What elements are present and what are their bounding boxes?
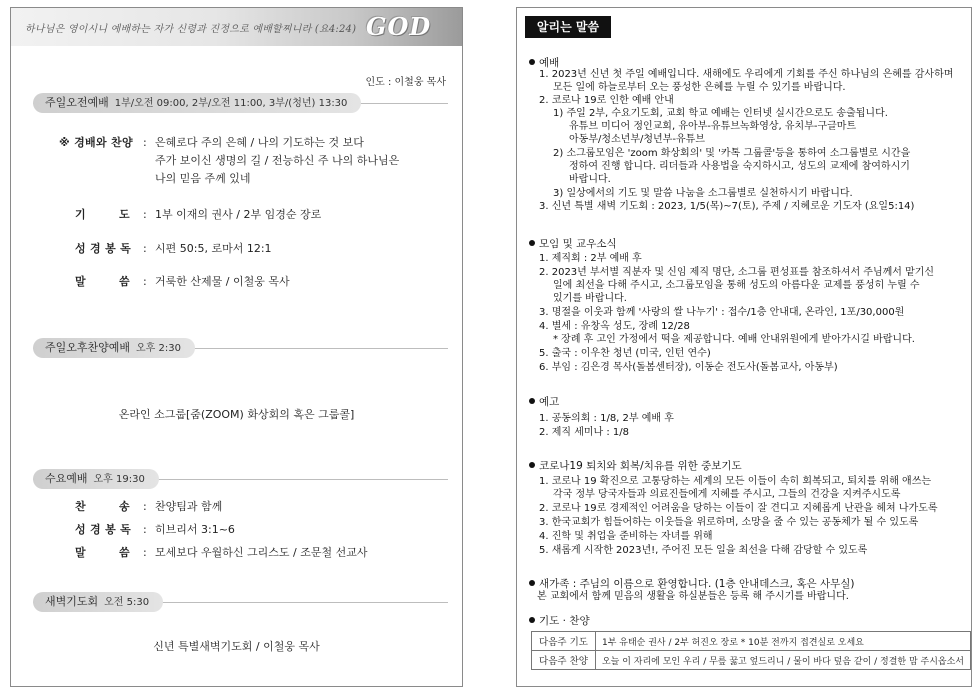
- row-value: 모세보다 우월하신 그리스도 / 조문철 선교사: [155, 546, 368, 559]
- table-cell-key: 다음주 찬양: [532, 651, 596, 670]
- announcement-line: 모든 일에 하늘로부터 오는 풍성한 은혜를 누릴 수 있기를 바랍니다.: [553, 82, 846, 93]
- row-colon: :: [143, 275, 147, 288]
- bullet-icon: [529, 462, 535, 468]
- section-head-corona-prayer: [529, 458, 742, 473]
- section-head-text: 예고: [539, 396, 560, 408]
- bullet-icon: [529, 580, 535, 586]
- section-title-pill: [33, 338, 195, 358]
- row-colon: :: [143, 546, 147, 559]
- order-of-service-panel: [10, 7, 463, 687]
- announcement-line: 3. 한국교회가 힘들어하는 이웃들을 위로하며, 소망을 줄 수 있는 공동체가 될 수 있도록: [539, 517, 919, 528]
- section-head-newcomers: [529, 576, 855, 591]
- section-afternoon-worship: [33, 338, 448, 358]
- section-wednesday-worship: [33, 469, 448, 489]
- section-head-worship: [529, 55, 559, 70]
- row-label: 말 씀: [75, 275, 130, 288]
- announcement-line: 일에 최선을 다해 주시고, 소그룹모임을 통해 성도의 아름다운 교제를 풍성히 누릴 수: [553, 280, 920, 291]
- prayer-praise-table: [531, 631, 971, 670]
- row-colon: :: [143, 208, 147, 221]
- afternoon-description: 온라인 소그룹[줌(ZOOM) 화상회의 혹은 그룹콜]: [118, 408, 355, 421]
- announcement-line: 유튜브 미디어 정인교회, 유아부-유튜브녹화영상, 유치부-구글마트: [569, 121, 857, 132]
- row-label: ※ 경배와 찬양: [59, 136, 133, 149]
- bullet-icon: [529, 617, 535, 623]
- row-value: 주가 보이신 생명의 길 / 전능하신 주 나의 하나님은: [155, 154, 400, 167]
- announcement-line: 2. 코로나 19로 인한 예배 안내: [539, 95, 674, 106]
- section-title-pill: [33, 592, 163, 612]
- announcement-line: 정하여 진행 합니다. 리더들과 사용법을 숙지하시고, 성도의 교제에 참여하시기: [569, 161, 910, 172]
- row-value: 찬양팀과 함께: [155, 500, 223, 513]
- banner-verse: 하나님은 영이시니 예배하는 자가 신령과 진정으로 예배할찌니라 (요4:24): [25, 24, 357, 35]
- announcement-line: 1. 제직회 : 2부 예배 후: [539, 253, 642, 264]
- row-value: 은혜로다 주의 은혜 / 나의 기도하는 것 보다: [155, 136, 364, 149]
- bullet-icon: [529, 59, 535, 65]
- announcement-line: 2) 소그룹모임은 'zoom 화상회의' 및 '카톡 그룹콜'등을 통하여 소그룹별로 시간을: [553, 148, 911, 159]
- section-title-pill: [33, 93, 361, 113]
- section-head-text: 모임 및 교우소식: [539, 238, 617, 250]
- announcement-line: 3. 명절을 이웃과 함께 '사랑의 쌀 나누기' : 접수/1층 안내대, 온라인, 1포/30,000원: [539, 307, 905, 318]
- announcement-line: 4. 진학 및 취업을 준비하는 자녀를 위해: [539, 531, 713, 542]
- row-label: 기 도: [75, 208, 130, 221]
- worship-leader: 인도 : 이철웅 목사: [365, 77, 446, 88]
- announcement-line: 2. 제직 세미나 : 1/8: [539, 427, 630, 438]
- announcement-line: 5. 출국 : 이우찬 청년 (미국, 인턴 연수): [539, 348, 711, 359]
- announcement-line: 3) 일상에서의 기도 및 말씀 나눔을 소그룹별로 실천하시기 바랍니다.: [553, 188, 853, 199]
- section-time: 1부/오전 09:00, 2부/오전 11:00, 3부/(청년) 13:30: [114, 98, 348, 109]
- section-head-text: 새가족 : 주님의 이름으로 환영합니다. (1층 안내데스크, 혹은 사무실): [539, 578, 855, 590]
- row-colon: :: [143, 523, 147, 536]
- announcement-line: 1. 코로나 19 확진으로 고통당하는 세계의 모든 이들이 속히 회복되고, 퇴치를 위해 애쓰는: [539, 476, 932, 487]
- row-colon: :: [143, 136, 147, 149]
- row-value: 거룩한 산제물 / 이철웅 목사: [155, 275, 290, 288]
- section-morning-worship: [33, 93, 448, 113]
- row-label: 성 경 봉 독: [75, 242, 132, 255]
- announcement-line: 1. 공동의회 : 1/8, 2부 예배 후: [539, 413, 674, 424]
- row-colon: :: [143, 500, 147, 513]
- dawn-description: 신년 특별새벽기도회 / 이철웅 목사: [153, 640, 320, 653]
- announcement-line: 3. 신년 특별 새벽 기도회 : 2023, 1/5(목)~7(토), 주제 / 지혜로운 기도자 (요일5:14): [539, 201, 915, 212]
- announcement-line: * 장례 후 고인 가정에서 떡을 제공합니다. 예배 안내위원에게 받아가시길 바랍니다.: [553, 334, 915, 345]
- section-title: 주일오전예배: [45, 96, 109, 109]
- scripture-banner: [11, 8, 462, 46]
- table-cell-value: 오늘 이 자리에 모인 우리 / 무릎 꿇고 엎드리니 / 물이 바다 덮음 같이 / 정결한 맘 주시옵소서: [595, 651, 970, 670]
- section-head-fellowship: [529, 236, 617, 251]
- announcement-line: 5. 새롭게 시작한 2023년!, 주어진 모든 일을 최선을 다해 감당할 수 있도록: [539, 545, 868, 556]
- row-value: 나의 믿음 주께 있네: [155, 172, 251, 185]
- announcement-line: 2. 2023년 부서별 직분자 및 신임 제직 명단, 소그룹 편성표를 참조하셔서 주님께서 맡기신: [539, 267, 935, 278]
- god-logo: GOD: [366, 12, 432, 41]
- row-label: 찬 송: [75, 500, 130, 513]
- row-value: 시편 50:5, 로마서 12:1: [155, 242, 272, 255]
- table-row: [532, 632, 971, 651]
- section-dawn-prayer: [33, 592, 448, 612]
- section-time: 오후 2:30: [136, 343, 181, 354]
- table-row: [532, 651, 971, 670]
- announcement-line: 본 교회에서 함께 믿음의 생활을 하실분들은 등록 해 주시기를 바랍니다.: [537, 591, 849, 602]
- row-colon: :: [143, 242, 147, 255]
- announcements-panel: [516, 7, 972, 687]
- section-time: 오전 5:30: [104, 597, 150, 608]
- bullet-icon: [529, 398, 535, 404]
- section-head-prayer-praise: [529, 613, 590, 628]
- row-value: 1부 이재의 권사 / 2부 임경순 장로: [155, 208, 322, 221]
- table-cell-value: 1부 유태순 권사 / 2부 허진오 장로 * 10분 전까지 접견실로 오세요: [595, 632, 970, 651]
- section-title: 수요예배: [45, 472, 88, 485]
- section-title: 주일오후찬양예배: [45, 341, 131, 354]
- row-label: 말 씀: [75, 546, 130, 559]
- announcement-line: 각국 정부 당국자들과 의료진들에게 지혜를 주시고, 그들의 건강을 지켜주시도록: [553, 489, 901, 500]
- announcement-line: 4. 별세 : 유창옥 성도, 장례 12/28: [539, 321, 690, 332]
- announcements-title: 알리는 말씀: [525, 16, 611, 38]
- section-title-pill: [33, 469, 159, 489]
- announcement-line: 2. 코로나 19로 경제적인 어려움을 당하는 이들이 잘 견디고 지혜롭게 난관을 헤쳐 나가도록: [539, 503, 938, 514]
- announcement-line: 6. 부임 : 김은경 목사(돌봄센터장), 이동순 전도사(돌봄교사, 아동부): [539, 362, 838, 373]
- announcement-line: 1) 주일 2부, 수요기도회, 교회 학교 예배는 인터넷 실시간으로도 송출됩니다.: [553, 108, 888, 119]
- row-value: 히브리서 3:1~6: [155, 523, 235, 536]
- section-head-text: 코로나19 퇴치와 회복/치유를 위한 중보기도: [539, 460, 742, 472]
- announcement-line: 아동부/청소년부/청년부-유튜브: [569, 134, 705, 145]
- row-label: 성 경 봉 독: [75, 523, 132, 536]
- section-head-text: 기도 · 찬양: [539, 615, 590, 627]
- table-cell-key: 다음주 기도: [532, 632, 596, 651]
- section-title: 새벽기도회: [45, 595, 99, 608]
- section-time: 오후 19:30: [93, 474, 145, 485]
- announcement-line: 바랍니다.: [569, 174, 611, 185]
- section-head-text: 예배: [539, 57, 560, 69]
- section-head-notice: [529, 394, 559, 409]
- bullet-icon: [529, 240, 535, 246]
- announcement-line: 1. 2023년 신년 첫 주일 예배입니다. 새해에도 우리에게 기회를 주신 하나님의 은혜를 감사하며: [539, 69, 954, 80]
- announcement-line: 있기를 바랍니다.: [553, 293, 627, 304]
